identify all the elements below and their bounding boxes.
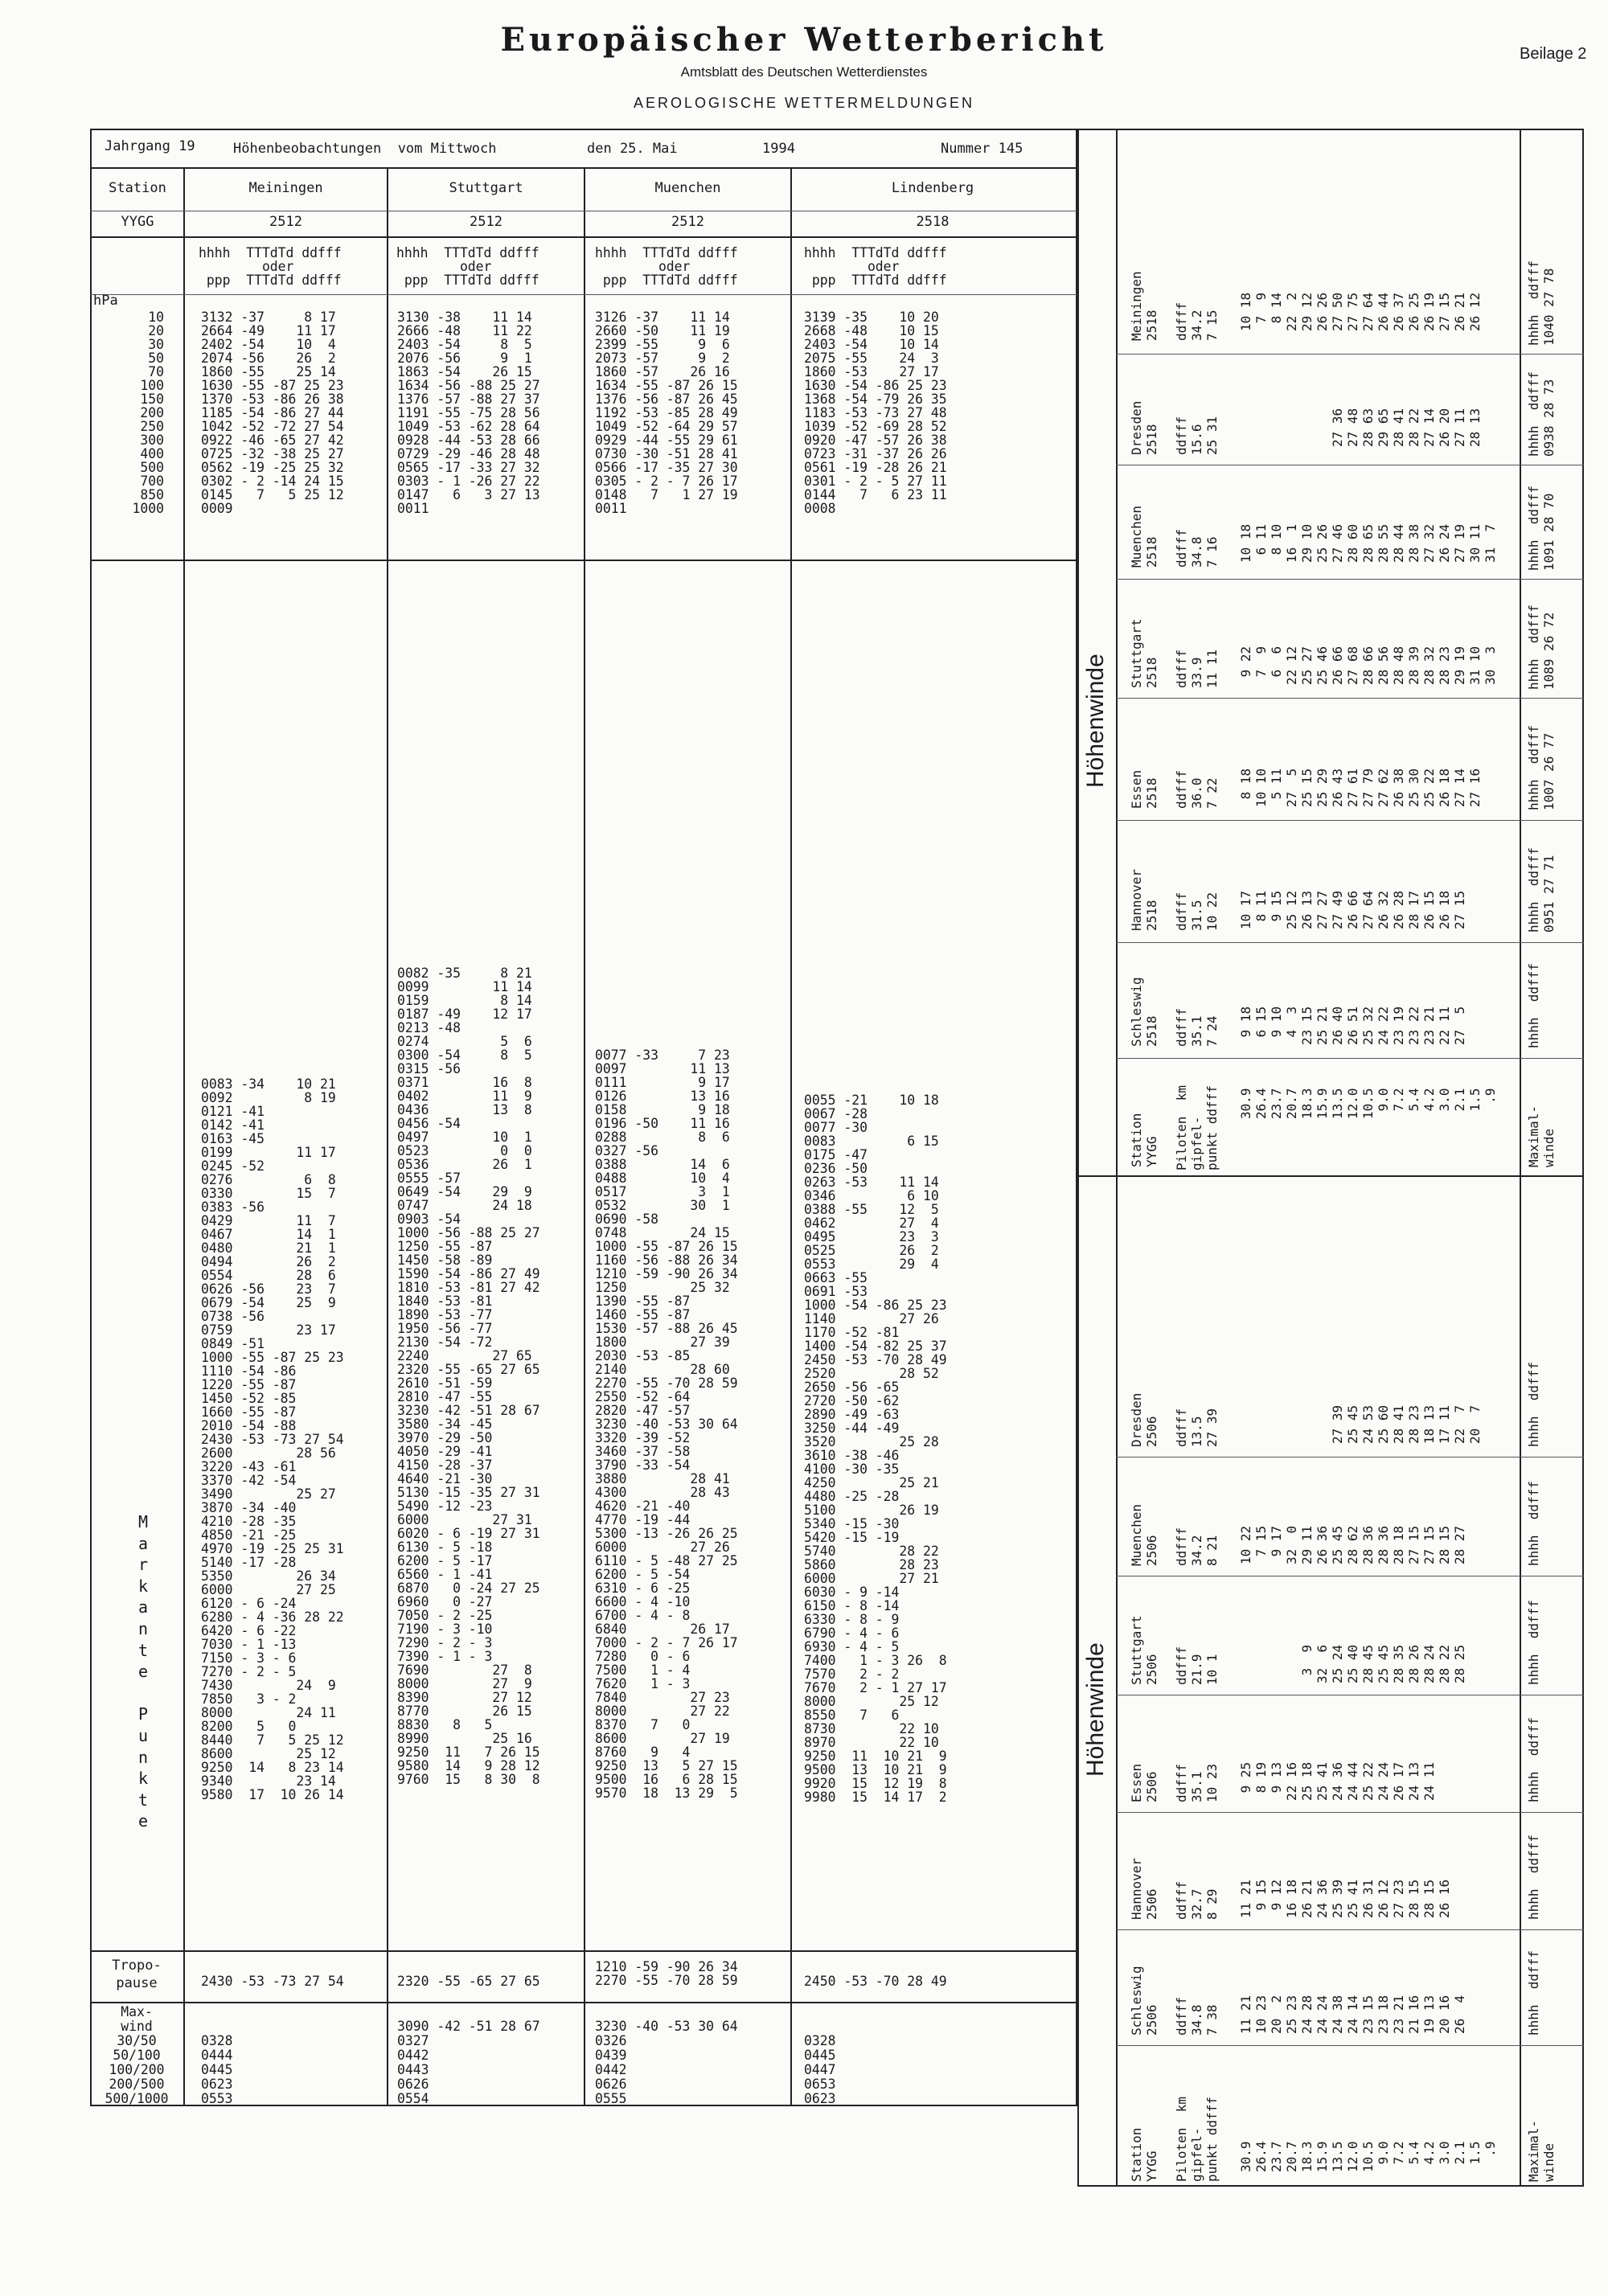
col-divider-1: [183, 167, 185, 2106]
hoehenwind-max: hhhh ddfff 0951 27 71: [1526, 847, 1557, 933]
column-header: hhhh TTTdTd ddfff oder ppp TTTdTd ddfff: [199, 245, 342, 288]
significant-points-data: 0083 -34 10 21 0092 8 19 0121 -41 0142 -41 0163 -45 0199 11 17 0245 -52 0276 6 8 0330 15 7 0383 -56 0429 11 7 0467 14 1 0480 21 1 0494 26 2 0554 28 6 0626 -56 23 7 0679 -54 25 9 0738 -56 0759 23 17 0849 -51 1000 -55 -87 25 23 1110 -54 -86 1220 -55 -87 1450 -52 -85 1660 -55 -87 2010 -54 -88 2430 -53 -73 27 54 2600 28 56 3220 -43 -61 3370 -42 -54 3490 25 27 3870 -34 -40 4210 -28 -35 4850 -21 -25 4970 -19 -25 25 31 5140 -17 -28 5350 26 34 6000 27 25 6120 - 6 -24 6280 - 4 -36 28 22 6420 - 6 -22 7030 - 1 -13 7150 - 3 - 6 7270 - 2 - 5 7430 24 9 7850 3 - 2 8000 24 11 8200 5 0 8440 7 5 25 12 8600 25 12 9250 14 8 23 14 9340 23 14 9580 17 10 26 14: [201, 1076, 344, 1802]
maxwind-data: 3230 -40 -53 30 64 0326 0439 0442 0626 0555: [595, 2019, 738, 2106]
station-name: Lindenberg: [891, 180, 974, 196]
row-divider: [1116, 1457, 1584, 1458]
hoehenwind-values: 10 18 7 9 8 14 22 2 29 12 26 26 27 50 27 75 27 64 26 44 26 37 26 25 26 19 27 15 26 21 26 12: [1238, 292, 1483, 331]
maxwind-data: 0328 0444 0445 0623 0553: [201, 2033, 233, 2106]
row-divider: [1116, 2045, 1584, 2046]
hoehenwind-values: 11 21 10 23 20 2 25 23 24 28 24 24 24 38 24 14 23 15 23 18 23 21 21 16 19 13 20 16 26 4: [1238, 1995, 1467, 2034]
hoehenwind-values: 9 18 6 15 9 10 4 3 23 15 25 21 26 40 26 51 25 32 24 22 23 19 23 22 23 21 22 11 27 5: [1238, 1006, 1467, 1045]
hoehenwinde-label: Höhenwinde: [1082, 1642, 1109, 1777]
maxwind-label: Max- wind 30/50 50/100 100/200 200/500 500/1000: [105, 2004, 169, 2106]
hoehenwind-head: ddfff 21.9 10 1: [1174, 1646, 1220, 1685]
tropopause-data: 2430 -53 -73 27 54: [201, 1974, 344, 1989]
hoehenwinde-label-divider: [1116, 129, 1118, 2187]
col-divider-3: [584, 167, 585, 2106]
row-divider: [1116, 820, 1584, 821]
standard-levels-divider: [90, 560, 1077, 561]
hoehenwind-max: hhhh ddfff 1089 26 72: [1526, 605, 1557, 690]
hoehenwind-station: Hannover 2518: [1129, 868, 1159, 931]
hoehenwind-max: hhhh ddfff 1007 26 77: [1526, 725, 1557, 810]
hoehenwind-head: ddfff 34.2 8 21: [1174, 1527, 1220, 1566]
hoehenwind-head: ddfff 15.6 25 31: [1174, 416, 1220, 455]
station-name: Meiningen: [248, 180, 323, 196]
station-yygg-label: Station YYGG: [1129, 2127, 1159, 2182]
hoehenwind-head: ddfff 13.5 27 39: [1174, 1408, 1220, 1447]
hoehenwind-max: hhhh ddfff: [1526, 1481, 1541, 1566]
hoehenwind-values: 10 17 8 11 9 15 25 12 26 13 27 27 27 49 26 66 27 64 26 32 26 28 28 17 26 15 26 18 27 15: [1238, 890, 1467, 929]
hoehenwind-station: Schleswig 2518: [1129, 977, 1159, 1047]
hoehenwind-max: hhhh ddfff: [1526, 1950, 1541, 2036]
beilage-label: Beilage 2: [1520, 45, 1587, 63]
hoehenwind-values: 9 22 7 9 6 6 22 12 25 27 25 46 26 66 27 68 28 66 28 56 28 48 28 39 28 32 28 23 29 19 31 10 30 3: [1238, 646, 1498, 685]
standard-levels-data: 3130 -38 11 14 2666 -48 11 22 2403 -54 8 5 2076 -56 9 1 1863 -54 26 15 1634 -56 -88 25 27 1376 -57 -88 27 37 1191 -55 -75 28 56 1049 -53 -62 28 64 0928 -44 -53 28 66 0729 -29 -46 28 48 0565 -17 -33 27 32 0303 - 1 -26 27 22 0147 6 3 27 13 0011: [397, 310, 540, 516]
significant-points-data: 0082 -35 8 21 0099 11 14 0159 8 14 0187 -49 12 17 0213 -48 0274 5 6 0300 -54 8 5 0315 -56 0371 16 8 0402 11 9 0436 13 8 0456 -54 0497 10 1 0523 0 0 0536 26 1 0555 -57 0649 -54 29 9 0747 24 18 0903 -54 1000 -56 -88 25 27 1250 -55 -87 1450 -58 -89 1590 -54 -86 27 49 1810 -53 -81 27 42 1840 -53 -81 1890 -53 -77 1950 -56 -77 2130 -54 -72 2240 27 65 2320 -55 -65 27 65 2610 -51 -59 2810 -47 -55 3230 -42 -51 28 67 3580 -34 -45 3970 -29 -50 4050 -29 -41 4150 -28 -37 4640 -21 -30 5130 -15 -35 27 31 5490 -12 -23 6000 27 31 6020 - 6 -19 27 31 6130 - 5 -18 6200 - 5 -17 6560 - 1 -41 6870 0 -24 27 25 6960 0 -27 7050 - 2 -25 7190 - 3 -10 7290 - 2 - 3 7390 - 1 - 3 7690 27 8 8000 27 9 8390 27 12 8770 26 15 8830 8 5 8990 25 16 9250 11 7 26 15 9580 14 9 28 12 9760 15 8 30 8: [397, 966, 540, 1787]
hpa-label: hPa: [93, 293, 118, 309]
hoehenwind-values: 27 39 25 45 24 53 25 60 28 41 28 23 18 13 17 11 22 7 20 7: [1330, 1404, 1483, 1444]
hoehenwind-head: ddfff 35.1 10 23: [1174, 1763, 1220, 1802]
row-divider: [1116, 1058, 1584, 1059]
report-subtitle: Amtsblatt des Deutschen Wetterdienstes: [680, 64, 928, 80]
hoehenwind-head: ddfff 34.8 7 16: [1174, 528, 1220, 568]
hoehenwind-head: ddfff 34.8 7 38: [1174, 1996, 1220, 2036]
column-header: hhhh TTTdTd ddfff oder ppp TTTdTd ddfff: [595, 245, 738, 288]
section-title: AEROLOGISCHE WETTERMELDUNGEN: [633, 95, 975, 111]
hoehenwind-max: hhhh ddfff: [1526, 1362, 1541, 1447]
hoehenwind-values: 10 18 6 11 8 10 16 1 29 10 25 26 27 46 28 60 28 65 28 55 28 44 28 38 27 32 26 24 27 19 30 11 31 7: [1238, 523, 1498, 563]
station-name: Stuttgart: [449, 180, 523, 196]
observation-title: Höhenbeobachtungen vom Mittwoch: [233, 141, 497, 157]
hoehenwind-values: 11 21 9 15 9 12 16 18 26 21 24 36 25 39 25 41 26 31 26 12 27 23 28 15 28 15 26 16: [1238, 1879, 1452, 1918]
standard-levels-data: 3126 -37 11 14 2660 -50 11 19 2399 -55 9 6 2073 -57 9 2 1860 -57 26 16 1634 -55 -87 26 15 1376 -56 -87 26 45 1192 -53 -85 28 49 1049 -52 -64 29 57 0929 -44 -55 29 61 0730 -30 -51 28 41 0566 -17 -35 27 30 0305 - 2 - 7 26 17 0148 7 1 27 19 0011: [595, 310, 738, 516]
tropopause-label: Tropo- pause: [112, 1958, 162, 1991]
yygg-label: YYGG: [121, 214, 154, 230]
hoehenwind-max: hhhh ddfff 1040 27 78: [1526, 260, 1557, 346]
hoehenwind-station: Stuttgart 2506: [1129, 1615, 1159, 1685]
hoehenwind-station: Dresden 2518: [1129, 400, 1159, 455]
hoehenwind-values: 8 18 10 10 5 11 27 5 25 15 25 29 26 43 27 61 27 79 27 62 26 38 25 30 25 22 26 18 27 14 27 16: [1238, 768, 1483, 807]
hoehenwind-max: hhhh ddfff: [1526, 1717, 1541, 1802]
station-label: Station: [109, 180, 166, 196]
subheader-divider: [90, 294, 1077, 295]
hoehenwind-station: Stuttgart 2518: [1129, 618, 1159, 688]
col-divider-2: [387, 167, 388, 2106]
standard-levels-data: 3139 -35 10 20 2668 -48 10 15 2403 -54 10 14 2075 -55 24 3 1860 -53 27 17 1630 -54 -86 25 23 1368 -54 -79 26 35 1183 -53 -73 27 48 1039 -52 -69 28 52 0920 -47 -57 26 38 0723 -31 -37 26 26 0561 -19 -28 26 21 0301 - 2 - 5 27 11 0144 7 6 23 11 0008: [804, 310, 947, 516]
hoehenwind-max: hhhh ddfff: [1526, 963, 1541, 1048]
piloten-label: Piloten km gipfel- punkt ddfff: [1174, 1085, 1220, 1171]
column-header: hhhh TTTdTd ddfff oder ppp TTTdTd ddfff: [804, 245, 947, 288]
hoehenwind-head: ddfff 35.1 7 24: [1174, 1007, 1220, 1047]
hoehenwind-max: hhhh ddfff: [1526, 1600, 1541, 1685]
significant-points-data: 0077 -33 7 23 0097 11 13 0111 9 17 0126 13 16 0158 9 18 0196 -50 11 16 0288 8 6 0327 -56 0388 14 6 0488 10 4 0517 3 1 0532 30 1 0690 -58 0748 24 15 1000 -55 -87 26 15 1160 -56 -88 26 34 1210 -59 -90 26 34 1250 25 32 1390 -55 -87 1460 -55 -87 1530 -57 -88 26 45 1800 27 39 2030 -53 -85 2140 28 60 2270 -55 -70 28 59 2550 -52 -64 2820 -47 -57 3230 -40 -53 30 64 3320 -39 -52 3460 -37 -58 3790 -33 -54 3880 28 41 4300 28 43 4620 -21 -40 4770 -19 -44 5300 -13 -26 26 25 6000 27 26 6110 - 5 -48 27 25 6200 - 5 -54 6310 - 6 -25 6600 - 4 -10 6700 - 4 - 8 6840 26 17 7000 - 2 - 7 26 17 7280 0 - 6 7500 1 - 4 7620 1 - 3 7840 27 23 8000 27 22 8370 7 0 8600 27 19 8760 9 4 9250 13 5 27 15 9500 16 6 28 15 9570 18 13 29 5: [595, 1048, 738, 1801]
maxwind-data: 3090 -42 -51 28 67 0327 0442 0443 0626 0554: [397, 2019, 540, 2106]
hoehenwind-values: 27 36 27 48 28 63 29 65 28 41 28 22 27 14 26 20 27 11 28 13: [1330, 408, 1483, 447]
pressure-levels: 10 20 30 50 70 100 150 200 250 300 400 500 700 850 1000: [132, 310, 164, 516]
col-divider-4: [790, 167, 792, 2106]
row-divider: [1116, 354, 1584, 355]
station-yygg: 2512: [470, 214, 503, 230]
maxwind-col-divider: [1520, 129, 1521, 2187]
maximalwinde-label: Maximal- winde: [1526, 2119, 1557, 2182]
hoehenwind-head: ddfff 34.2 7 15: [1174, 301, 1220, 341]
hoehenwind-station: Essen 2506: [1129, 1763, 1159, 1802]
hoehenwind-max: hhhh ddfff 0938 28 73: [1526, 371, 1557, 457]
row-divider: [1116, 942, 1584, 943]
hoehenwind-station: Schleswig 2506: [1129, 1966, 1159, 2036]
hoehenwind-head: ddfff 33.9 11 11: [1174, 649, 1220, 688]
significant-points-data: 0055 -21 10 18 0067 -28 0077 -30 0083 6 15 0175 -47 0236 -50 0263 -53 11 14 0346 6 10 0388 -55 12 5 0462 27 4 0495 23 3 0525 26 2 0553 29 4 0663 -55 0691 -53 1000 -54 -86 25 23 1140 27 26 1170 -52 -81 1400 -54 -82 25 37 2450 -53 -70 28 49 2520 28 52 2650 -56 -65 2720 -50 -62 2890 -49 -63 3250 -44 -49 3520 25 28 3610 -38 -46 4100 -30 -35 4250 25 21 4480 -25 -28 5100 26 19 5340 -15 -30 5420 -15 -19 5740 28 22 5860 28 23 6000 27 21 6030 - 9 -14 6150 - 8 -14 6330 - 8 - 9 6790 - 4 - 6 6930 - 4 - 5 7400 1 - 3 26 8 7570 2 - 2 7670 2 - 1 27 17 8000 25 12 8550 7 6 8730 22 10 8970 22 10 9250 11 10 21 9 9500 13 10 21 9 9920 15 12 19 8 9980 15 14 17 2: [804, 1093, 947, 1805]
heights-km: 30.9 26.4 23.7 20.7 18.3 15.9 13.5 12.0 10.5 9.0 7.2 5.4 4.2 3.0 2.1 1.5 .9: [1238, 1088, 1498, 1119]
tropopause-data: 2320 -55 -65 27 65: [397, 1974, 540, 1989]
standard-levels-data: 3132 -37 8 17 2664 -49 11 17 2402 -54 10 4 2074 -56 26 2 1860 -55 25 14 1630 -55 -87 25 23 1370 -53 -86 26 38 1185 -54 -86 27 44 1042 -52 -72 27 54 0922 -46 -65 27 42 0725 -32 -38 25 27 0562 -19 -25 25 32 0302 - 2 -14 24 15 0145 7 5 25 12 0009: [201, 310, 344, 516]
tropopause-data: 2450 -53 -70 28 49: [804, 1974, 947, 1989]
hoehenwind-max: hhhh ddfff 1091 28 70: [1526, 486, 1557, 571]
report-year: 1994: [762, 141, 795, 157]
yygg-row-divider: [90, 236, 1077, 238]
hoehenwind-values: 10 22 7 15 9 17 32 0 29 11 26 36 25 45 28 62 28 36 28 36 28 18 27 15 27 15 28 15 28 27: [1238, 1525, 1467, 1564]
maximalwinde-label: Maximal- winde: [1526, 1105, 1557, 1167]
station-yygg: 2512: [671, 214, 704, 230]
hoehenwind-station: Dresden 2506: [1129, 1392, 1159, 1447]
hoehenwind-station: Essen 2518: [1129, 769, 1159, 809]
row-divider: [1116, 698, 1584, 699]
hoehenwind-values: 3 9 32 6 25 24 25 40 28 45 25 45 28 35 28 26 28 24 28 22 28 25: [1299, 1644, 1467, 1683]
hoehenwinde-label: Höhenwinde: [1082, 654, 1109, 788]
piloten-label: Piloten km gipfel- punkt ddfff: [1174, 2097, 1220, 2182]
station-yygg-label: Station YYGG: [1129, 1113, 1159, 1167]
report-title: Europäischer Wetterbericht: [500, 21, 1108, 59]
hoehenwind-station: Muenchen 2518: [1129, 505, 1159, 568]
hoehenwind-head: ddfff 36.0 7 22: [1174, 769, 1220, 809]
tropopause-divider: [90, 1950, 1077, 1952]
row-divider: [1116, 579, 1584, 580]
hoehenwind-station: Muenchen 2506: [1129, 1503, 1159, 1566]
maxwind-data: 0328 0445 0447 0653 0623: [804, 2033, 836, 2106]
report-number: Nummer 145: [941, 141, 1023, 157]
station-name: Muenchen: [654, 180, 721, 196]
station-yygg: 2512: [269, 214, 302, 230]
hoehenwinde-section-divider: [1077, 1175, 1584, 1177]
jahrgang-label: Jahrgang 19: [105, 138, 195, 154]
markante-punkte-label: M a r k a n t e P u n k t e: [137, 1512, 149, 1831]
hoehenwind-values: 9 25 8 19 9 13 22 16 25 18 25 41 24 36 24 44 25 22 24 24 26 17 24 13 24 11: [1238, 1761, 1437, 1801]
station-yygg: 2518: [916, 214, 950, 230]
report-date: den 25. Mai: [587, 141, 678, 157]
maxwind-divider: [90, 2002, 1077, 2003]
hoehenwind-head: ddfff 32.7 8 29: [1174, 1880, 1220, 1920]
hoehenwind-max: hhhh ddfff: [1526, 1835, 1541, 1920]
heights-km: 30.9 26.4 23.7 20.7 18.3 15.9 13.5 12.0 10.5 9.0 7.2 5.4 4.2 3.0 2.1 1.5 .9: [1238, 2141, 1498, 2172]
row-divider: [1116, 1929, 1584, 1930]
column-header: hhhh TTTdTd ddfff oder ppp TTTdTd ddfff: [396, 245, 539, 288]
hoehenwind-station: Meiningen 2518: [1129, 271, 1159, 341]
tropopause-data: 1210 -59 -90 26 34 2270 -55 -70 28 59: [595, 1959, 738, 1988]
row-divider: [1116, 1812, 1584, 1813]
hoehenwind-station: Hannover 2506: [1129, 1857, 1159, 1920]
hoehenwind-head: ddfff 31.5 10 22: [1174, 892, 1220, 931]
